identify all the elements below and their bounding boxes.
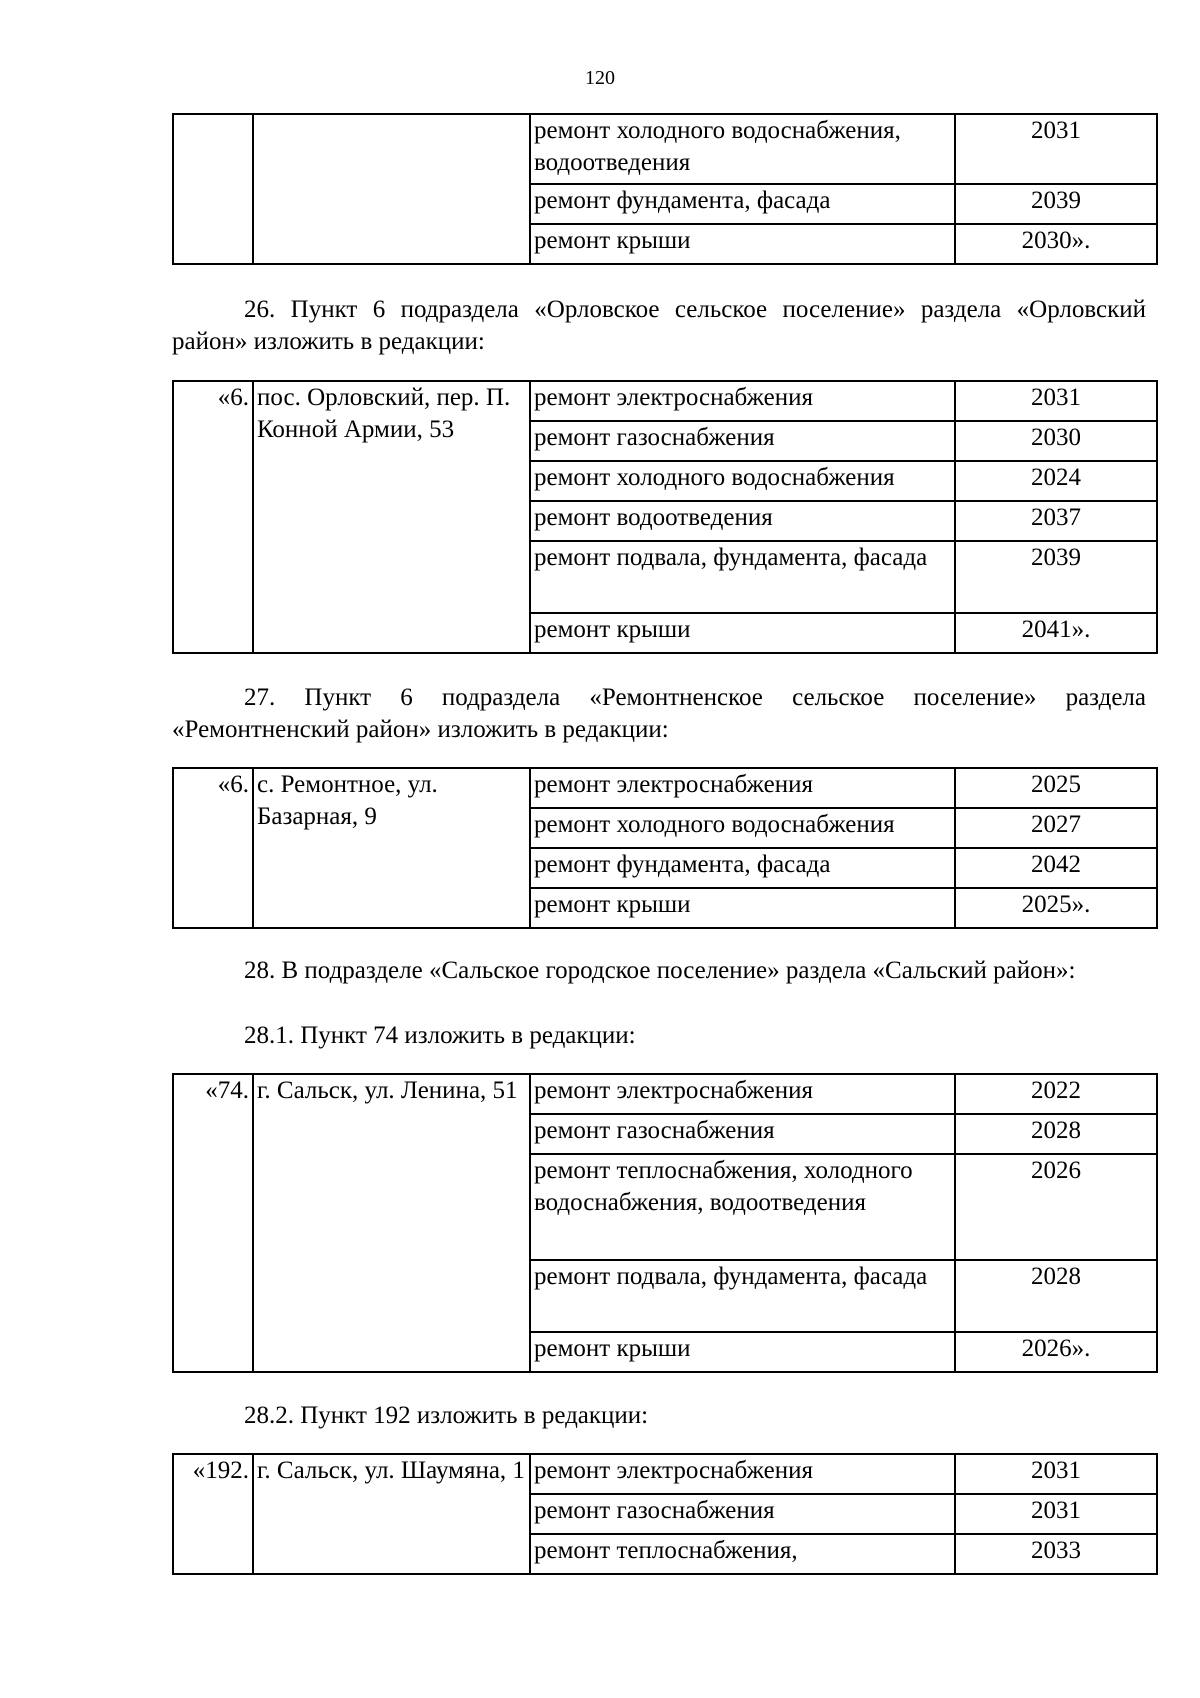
- year-cell: 2031: [955, 1494, 1157, 1534]
- page-number: 120: [585, 67, 615, 89]
- work-cell: ремонт крыши: [530, 224, 955, 264]
- table-row: [173, 114, 1157, 184]
- num-cell: «6.: [173, 768, 253, 928]
- work-cell: ремонт электроснабжения: [530, 768, 955, 808]
- work-cell: ремонт газоснабжения: [530, 1114, 955, 1154]
- year-cell: 2031: [955, 1454, 1157, 1494]
- paragraph-28-2: 28.2. Пункт 192 изложить в редакции:: [244, 1402, 649, 1429]
- year-cell: 2031: [955, 114, 1157, 184]
- year-cell: 2030».: [955, 224, 1157, 264]
- paragraph-27: 27. Пункт 6 подраздела «Ремонтненское сельское поселение» раздела «Ремонтненский район» изложить в редакции:: [172, 684, 1146, 743]
- work-cell: ремонт холодного водоснабжения: [530, 808, 955, 848]
- work-cell: ремонт холодного водоснабжения, водоотведения: [530, 114, 955, 184]
- year-cell: 2024: [955, 461, 1157, 501]
- table-row: [173, 381, 1157, 421]
- num-cell: «192.: [173, 1454, 253, 1574]
- work-cell: ремонт подвала, фундамента, фасада: [530, 1260, 955, 1332]
- year-cell: 2027: [955, 808, 1157, 848]
- paragraph-28: 28. В подразделе «Сальское городское поселение» раздела «Сальский район»:: [244, 957, 1076, 984]
- work-cell: ремонт подвала, фундамента, фасада: [530, 541, 955, 613]
- work-cell: ремонт газоснабжения: [530, 1494, 955, 1534]
- work-cell: ремонт крыши: [530, 888, 955, 928]
- num-cell: [173, 114, 253, 264]
- table-row: [173, 1074, 1157, 1114]
- address-cell: с. Ремонтное, ул. Базарная, 9: [253, 768, 530, 928]
- work-cell: ремонт фундамента, фасада: [530, 848, 955, 888]
- work-cell: ремонт электроснабжения: [530, 381, 955, 421]
- table-remontnoe: [172, 767, 1177, 929]
- paragraph-26: 26. Пункт 6 подраздела «Орловское сельское поселение» раздела «Орловский район» изложить в редакции:: [172, 296, 1146, 355]
- table-continuation: [172, 113, 1177, 265]
- work-cell: ремонт теплоснабжения, холодного водоснабжения, водоотведения: [530, 1154, 955, 1260]
- year-cell: 2025».: [955, 888, 1157, 928]
- year-cell: 2025: [955, 768, 1157, 808]
- year-cell: 2028: [955, 1260, 1157, 1332]
- table-row: [173, 768, 1157, 808]
- work-cell: ремонт крыши: [530, 1332, 955, 1372]
- year-cell: 2031: [955, 381, 1157, 421]
- work-cell: ремонт газоснабжения: [530, 421, 955, 461]
- year-cell: 2030: [955, 421, 1157, 461]
- table-row: [173, 1454, 1157, 1494]
- year-cell: 2028: [955, 1114, 1157, 1154]
- address-cell: г. Сальск, ул. Ленина, 51: [253, 1074, 530, 1372]
- work-cell: ремонт электроснабжения: [530, 1074, 955, 1114]
- year-cell: 2026: [955, 1154, 1157, 1260]
- num-cell: «6.: [173, 381, 253, 653]
- work-cell: ремонт холодного водоснабжения: [530, 461, 955, 501]
- work-cell: ремонт крыши: [530, 613, 955, 653]
- work-cell: ремонт электроснабжения: [530, 1454, 955, 1494]
- num-cell: «74.: [173, 1074, 253, 1372]
- year-cell: 2042: [955, 848, 1157, 888]
- year-cell: 2033: [955, 1534, 1157, 1574]
- table-salsk-192: [172, 1453, 1177, 1575]
- paragraph-28-1: 28.1. Пункт 74 изложить в редакции:: [244, 1022, 636, 1049]
- year-cell: 2037: [955, 501, 1157, 541]
- year-cell: 2022: [955, 1074, 1157, 1114]
- address-cell: г. Сальск, ул. Шаумяна, 1: [253, 1454, 530, 1574]
- address-cell: пос. Орловский, пер. П. Конной Армии, 53: [253, 381, 530, 653]
- year-cell: 2039: [955, 541, 1157, 613]
- table-orlovsky: [172, 380, 1177, 654]
- address-cell: [253, 114, 530, 264]
- year-cell: 2039: [955, 184, 1157, 224]
- table-salsk-74: [172, 1073, 1177, 1373]
- year-cell: 2041».: [955, 613, 1157, 653]
- work-cell: ремонт теплоснабжения,: [530, 1534, 955, 1574]
- work-cell: ремонт фундамента, фасада: [530, 184, 955, 224]
- year-cell: 2026».: [955, 1332, 1157, 1372]
- work-cell: ремонт водоотведения: [530, 501, 955, 541]
